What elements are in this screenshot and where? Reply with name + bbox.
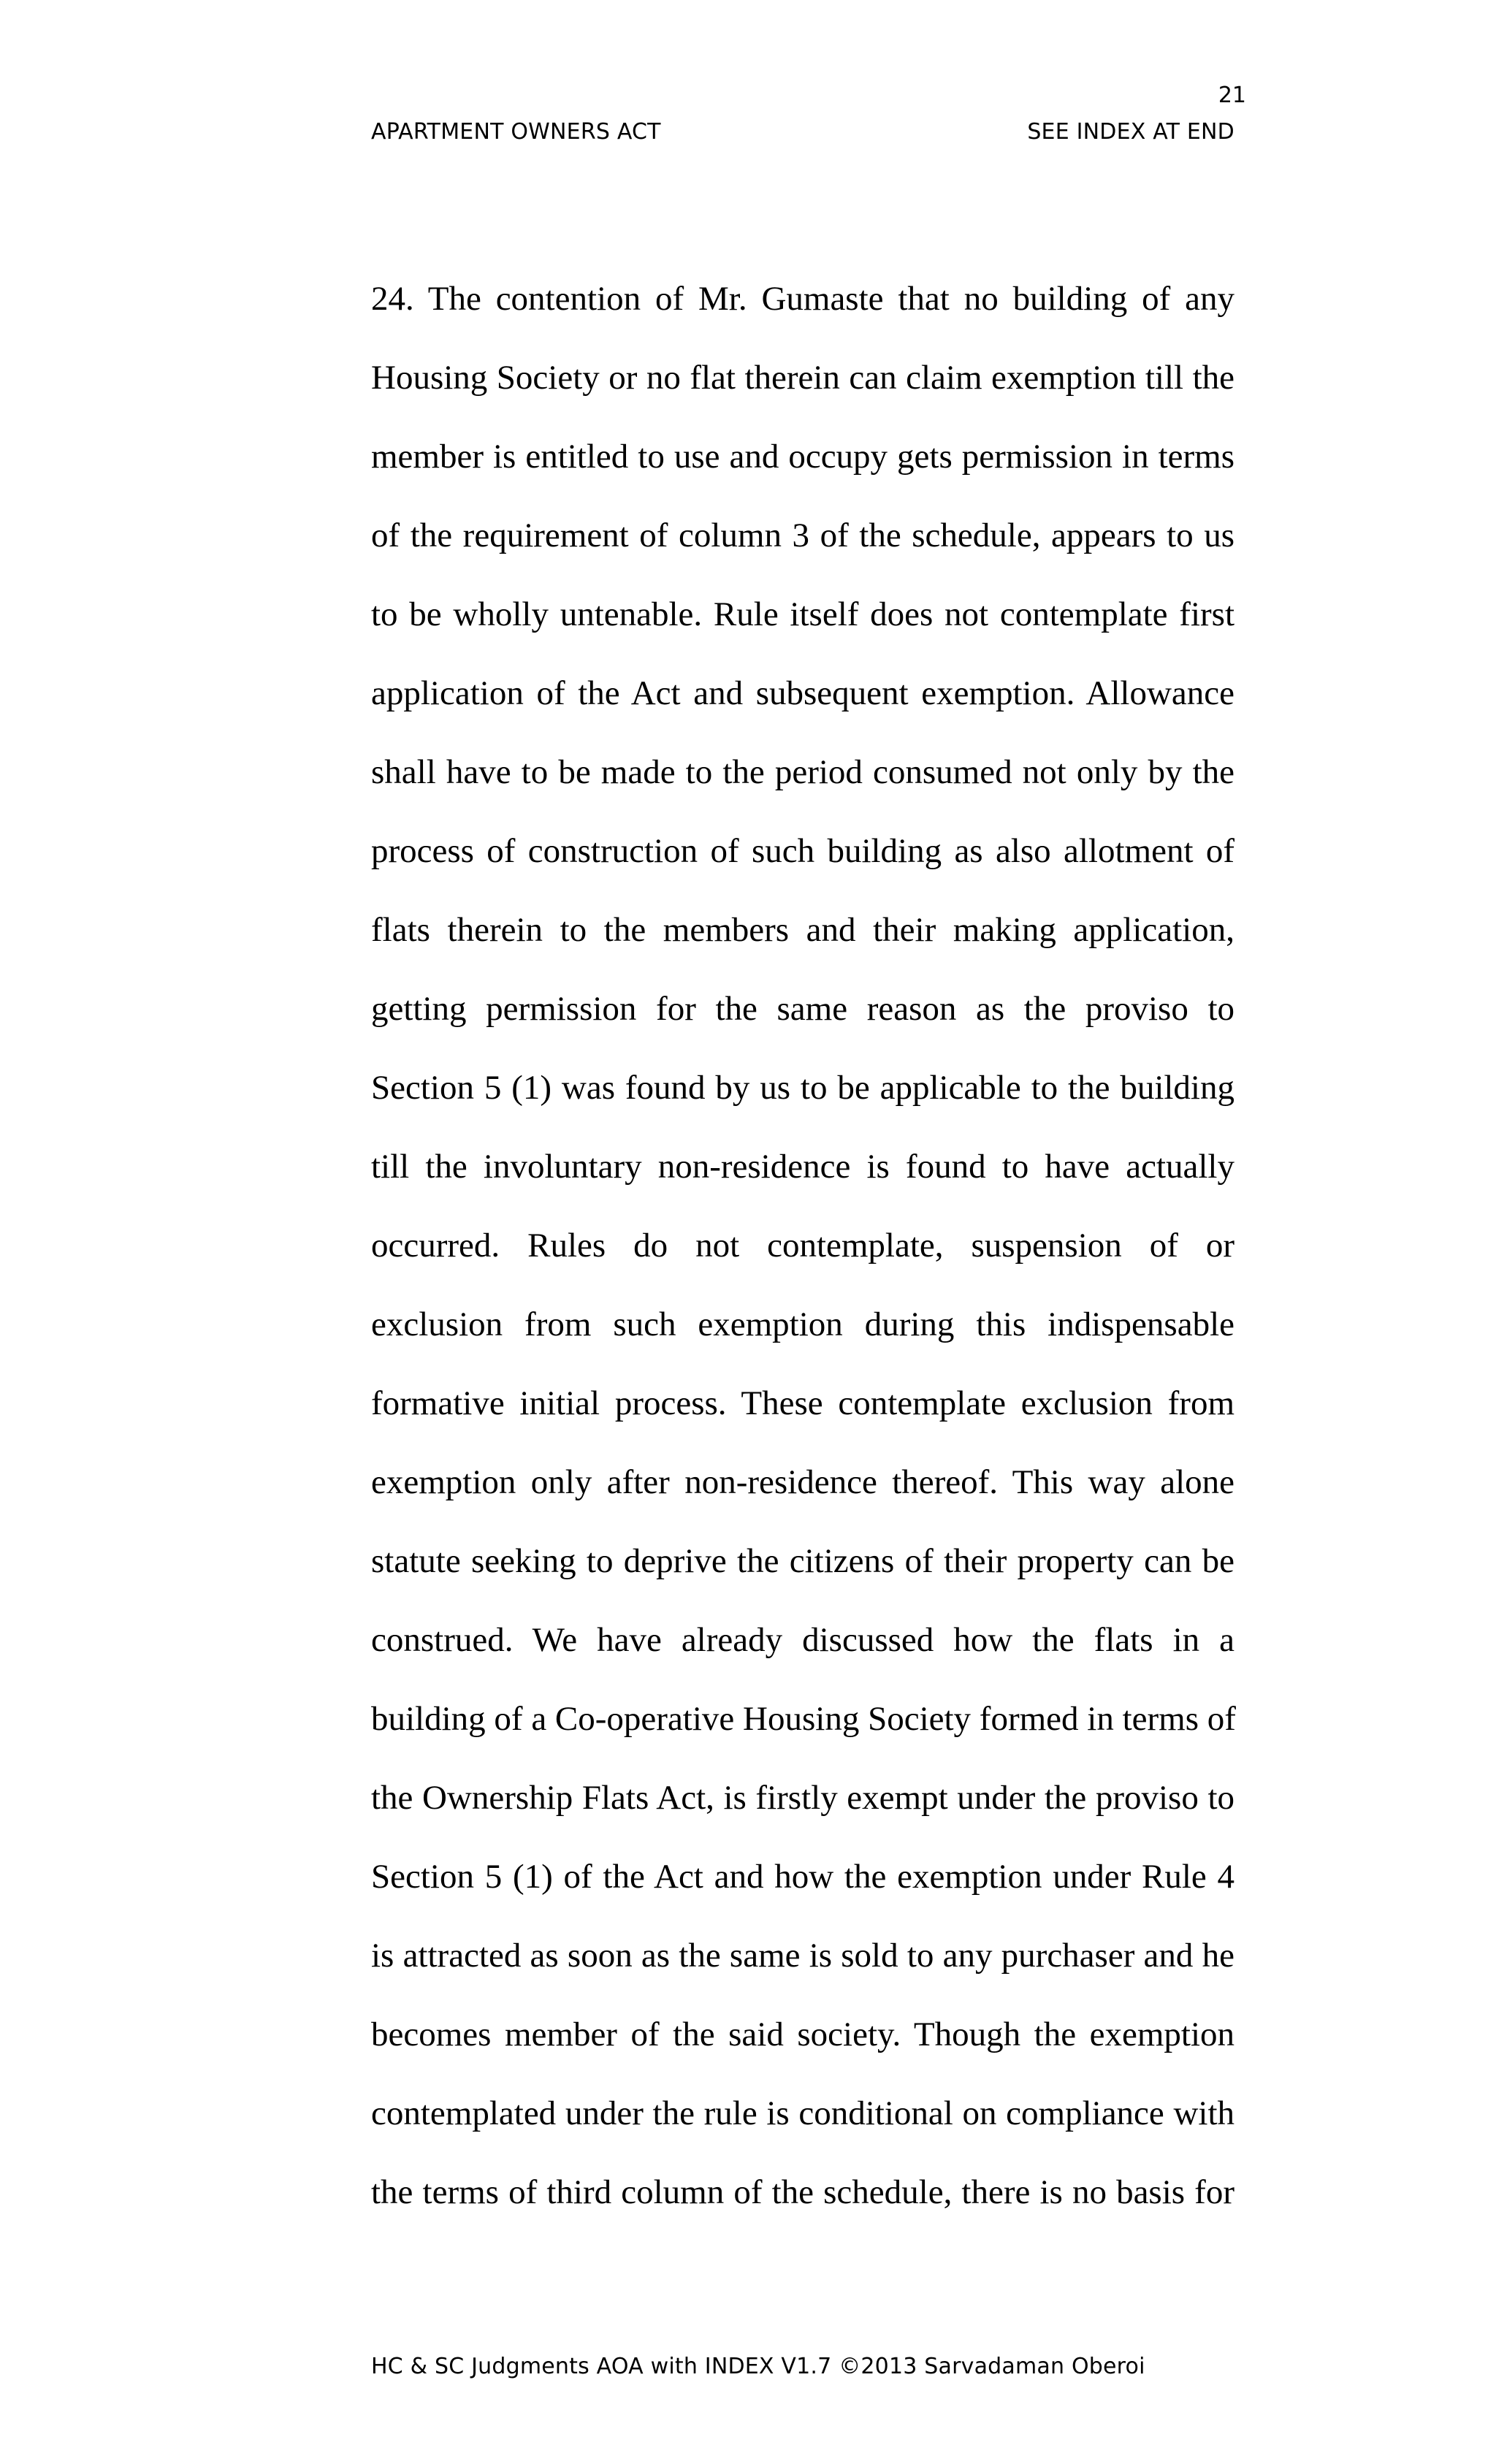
paragraph-line: is attracted as soon as the same is sold to any purchaser and he (371, 1937, 1234, 1975)
paragraph-line: the terms of third column of the schedule, there is no basis for (371, 2173, 1234, 2211)
paragraph-line: building of a Co-operative Housing Society formed in terms of (371, 1700, 1236, 1738)
header-left-title: APARTMENT OWNERS ACT (371, 119, 661, 145)
paragraph-line: process of construction of such building as also allotment of (371, 832, 1234, 870)
paragraph-line: becomes member of the said society. Though the exemption (371, 2015, 1234, 2053)
page-footer: HC & SC Judgments AOA with INDEX V1.7 ©2013 Sarvadaman Oberoi (371, 2354, 1145, 2379)
paragraph-line: contemplated under the rule is conditional on compliance with (371, 2094, 1234, 2132)
paragraph-line: till the involuntary non-residence is found to have actually (371, 1148, 1234, 1186)
paragraph-line: getting permission for the same reason as the proviso to (371, 990, 1234, 1028)
paragraph-line: member is entitled to use and occupy gets permission in terms (371, 438, 1234, 476)
paragraph-line: shall have to be made to the period consumed not only by the (371, 753, 1234, 791)
paragraph-line: Section 5 (1) of the Act and how the exemption under Rule 4 (371, 1858, 1234, 1896)
paragraph-line: Section 5 (1) was found by us to be applicable to the building (371, 1069, 1234, 1107)
paragraph-line: occurred. Rules do not contemplate, suspension of or (371, 1227, 1234, 1265)
paragraph-line: Housing Society or no flat therein can claim exemption till the (371, 359, 1234, 397)
judgment-paragraph (371, 259, 1234, 2232)
paragraph-line: of the requirement of column 3 of the schedule, appears to us (371, 516, 1234, 554)
paragraph-line: application of the Act and subsequent exemption. Allowance (371, 674, 1234, 712)
header-right-title: SEE INDEX AT END (1027, 119, 1234, 145)
paragraph-line: formative initial process. These contemplate exclusion from (371, 1384, 1234, 1422)
paragraph-line: statute seeking to deprive the citizens of their property can be (371, 1542, 1234, 1580)
paragraph-line: flats therein to the members and their making application, (371, 911, 1234, 949)
running-header (371, 121, 1234, 143)
paragraph-line: exclusion from such exemption during this indispensable (371, 1305, 1234, 1343)
paragraph-line: 24. The contention of Mr. Gumaste that no building of any (371, 280, 1234, 318)
page-number: 21 (1218, 83, 1246, 108)
paragraph-line: construed. We have already discussed how the flats in a (371, 1621, 1234, 1659)
paragraph-line: exemption only after non-residence thereof. This way alone (371, 1463, 1234, 1501)
paragraph-line: the Ownership Flats Act, is firstly exempt under the proviso to (371, 1779, 1234, 1817)
paragraph-line: to be wholly untenable. Rule itself does not contemplate first (371, 595, 1234, 633)
